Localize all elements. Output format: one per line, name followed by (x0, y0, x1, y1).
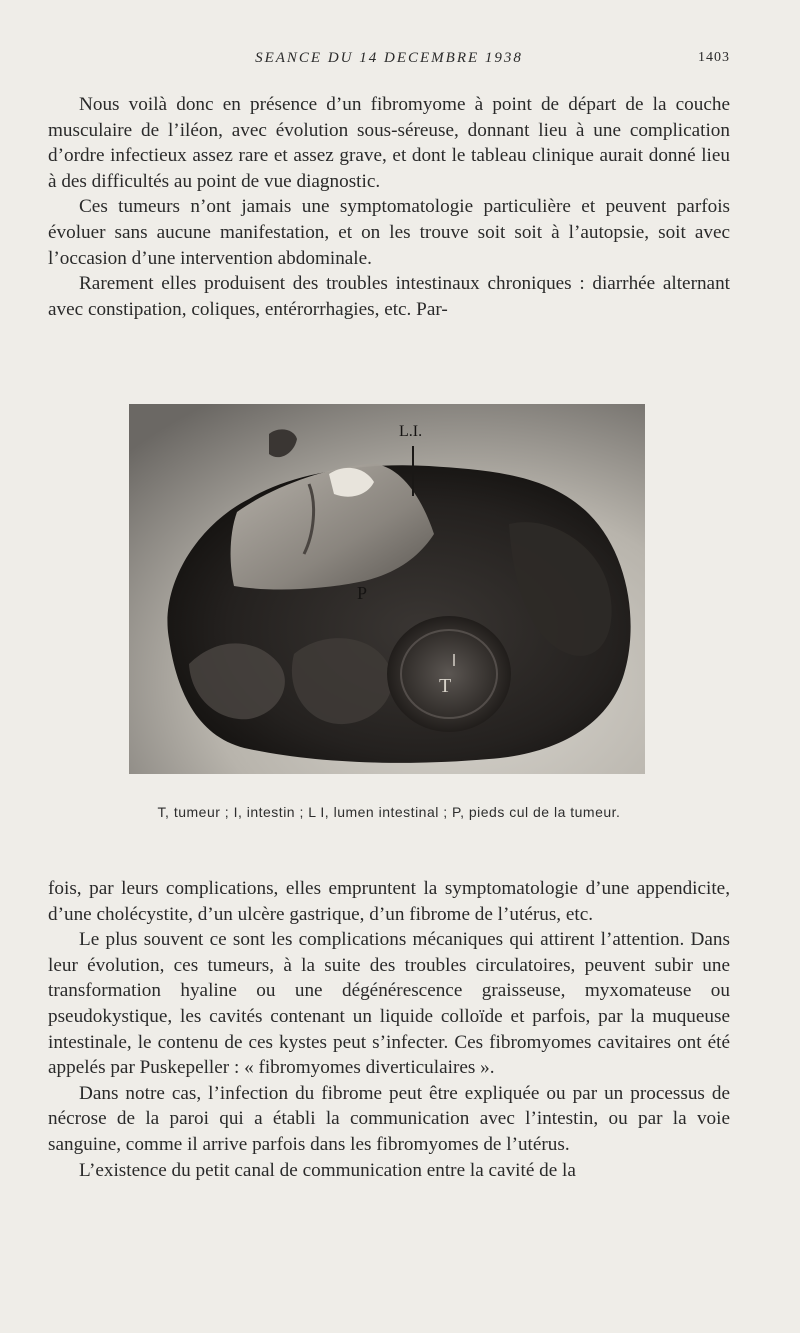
paragraph: Le plus souvent ce sont les complications mécaniques qui attirent l’attention. Dans leur évolution, ces tumeurs, à la suite des troubles circulatoires, peuvent subir une transformation hyaline ou une dégénérescence graisseuse, myxomateuse ou pseudokystique, les cavités contenant un liquide colloïde et parfois, par la muqueuse intestinale, le contenu de ces kystes peut s’infecter. Ces fibromyomes cavitaires ont été appelés par Puskepeller : « fibromyomes diverticulaires ». (48, 929, 730, 1079)
paragraph: Rarement elles produisent des troubles intestinaux chroniques : diarrhée alternant avec constipation, coliques, entérorrhagies, etc. Par- (48, 273, 730, 320)
paragraph: L’existence du petit canal de communication entre la cavité de la (79, 1159, 576, 1181)
specimen-photo-drawing (129, 404, 645, 774)
running-title: SEANCE DU 14 DECEMBRE 1938 (255, 50, 523, 66)
page-number: 1403 (698, 50, 730, 65)
specimen-photograph (129, 404, 645, 774)
figure-label-pedicle: P (357, 583, 368, 603)
paragraph: Nous voilà donc en présence d’un fibromyome à point de départ de la couche musculaire de l’iléon, avec évolution sous-séreuse, donnant lieu à une complication d’ordre infectieux assez rare et assez grave, et dont le tableau clinique aurait donné lieu à des difficultés au point de vue diagnostic. (48, 94, 730, 192)
paragraph: Dans notre cas, l’infection du fibrome peut être expliquée ou par un processus de nécrose de la paroi qui a établi la communication avec l’intestin, ou par la voie sanguine, comme il arrive parfois dans les fibromyomes de l’utérus. (48, 1082, 730, 1155)
figure-label-lumen: L.I. (399, 423, 423, 440)
paragraph: Ces tumeurs n’ont jamais une symptomatologie particulière et peuvent parfois évoluer sans aucune manifestation, et on les trouve soit soit à l’autopsie, soit avec l’occasion d’une intervention abdominale. (48, 196, 730, 269)
paragraph: fois, par leurs complications, elles empruntent la symptomatologie d’une appendicite, d’une cholécystite, d’un ulcère gastrique, d’un fibrome de l’utérus, etc. (48, 878, 730, 925)
figure-label-tumor: T (439, 675, 452, 697)
figure-caption: T, tumeur ; I, intestin ; L I, lumen intestinal ; P, pieds cul de la tumeur. (157, 804, 621, 820)
page-header (48, 50, 730, 72)
body-text-bottom (48, 876, 730, 1183)
body-text-top (48, 92, 730, 322)
